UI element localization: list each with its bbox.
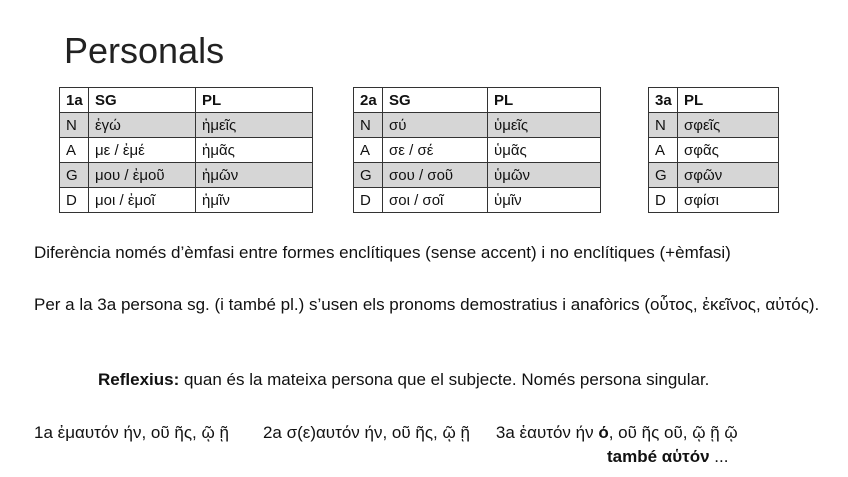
form-cell: ἐγώ [89,113,196,138]
table-header-row [354,88,601,113]
table-row [60,113,313,138]
table-row [354,188,601,213]
reflexive-definition [98,368,818,392]
form-cell: ὑμῶν [488,163,601,188]
second-person-table [353,87,601,213]
emphasis-note: Diferència només d’èmfasi entre formes enclítiques (sense accent) i no enclítiques (+èmfasi) [34,243,731,262]
form-cell: σφίσι [678,188,779,213]
case-cell: D [354,188,383,213]
case-cell: N [649,113,678,138]
form-cell: ἡμᾶς [196,138,313,163]
case-cell: N [354,113,383,138]
reflexive-third-bold: ό [598,423,609,442]
form-cell: ὑμεῖς [488,113,601,138]
form-cell: σφεῖς [678,113,779,138]
case-cell: A [60,138,89,163]
header-cell: PL [196,88,313,113]
form-cell: ὑμῖν [488,188,601,213]
form-cell: σοι / σοῖ [383,188,488,213]
header-cell: 3a [649,88,678,113]
also-bold: també αὑτόν [607,447,710,466]
table-header-row [649,88,779,113]
header-cell: SG [89,88,196,113]
table-row [354,113,601,138]
page-title: Personals [64,30,225,71]
table-row [649,188,779,213]
form-cell: σφῶν [678,163,779,188]
case-cell: G [354,163,383,188]
header-cell: PL [488,88,601,113]
form-cell: σφᾶς [678,138,779,163]
table-row [354,163,601,188]
reflexive-third-start: 3a ἑαυτόν ήν [495,423,599,442]
form-cell: μοι / ἐμοῖ [89,188,196,213]
table-row [60,138,313,163]
case-cell: A [649,138,678,163]
reflexive-label: Reflexius: [98,370,180,389]
reflexive-forms [34,421,834,445]
form-cell: ὑμᾶς [488,138,601,163]
form-cell: μου / ἐμοῦ [89,163,196,188]
form-cell: ἡμῖν [196,188,313,213]
form-cell: σύ [383,113,488,138]
case-cell: G [60,163,89,188]
reflexive-third-end: , οῦ ῆς οῦ, ῷ ῇ ῷ [608,423,738,442]
reflexive-also-line [607,445,728,469]
reflexive-third-person [496,423,738,442]
table-row [649,163,779,188]
header-cell: PL [678,88,779,113]
header-cell: 2a [354,88,383,113]
form-cell: ἡμῶν [196,163,313,188]
case-cell: G [649,163,678,188]
third-person-note: Per a la 3a persona sg. (i també pl.) s’usen els pronoms demostratius i anafòrics (οὗτος, ἐκεῖνος, αὐτός). [34,295,820,314]
table-row [649,138,779,163]
form-cell: ἡμεῖς [196,113,313,138]
form-cell: σου / σοῦ [383,163,488,188]
reflexive-first-person: 1a ἐμαυτόν ήν, οῦ ῆς, ῷ ῇ [34,423,229,442]
first-person-table [59,87,313,213]
case-cell: D [649,188,678,213]
case-cell: N [60,113,89,138]
header-cell: SG [383,88,488,113]
table-row [60,188,313,213]
form-cell: με / ἐμέ [89,138,196,163]
table-row [60,163,313,188]
also-end: ... [709,447,729,466]
header-cell: 1a [60,88,89,113]
table-row [649,113,779,138]
reflexive-second-person: 2a σ(ε)αυτόν ήν, οῦ ῆς, ῷ ῇ [262,423,470,442]
table-header-row [60,88,313,113]
case-cell: D [60,188,89,213]
third-person-table [648,87,779,213]
table-row [354,138,601,163]
reflexive-text: quan és la mateixa persona que el subjecte. Només persona singular. [179,370,710,389]
form-cell: σε / σέ [383,138,488,163]
case-cell: A [354,138,383,163]
